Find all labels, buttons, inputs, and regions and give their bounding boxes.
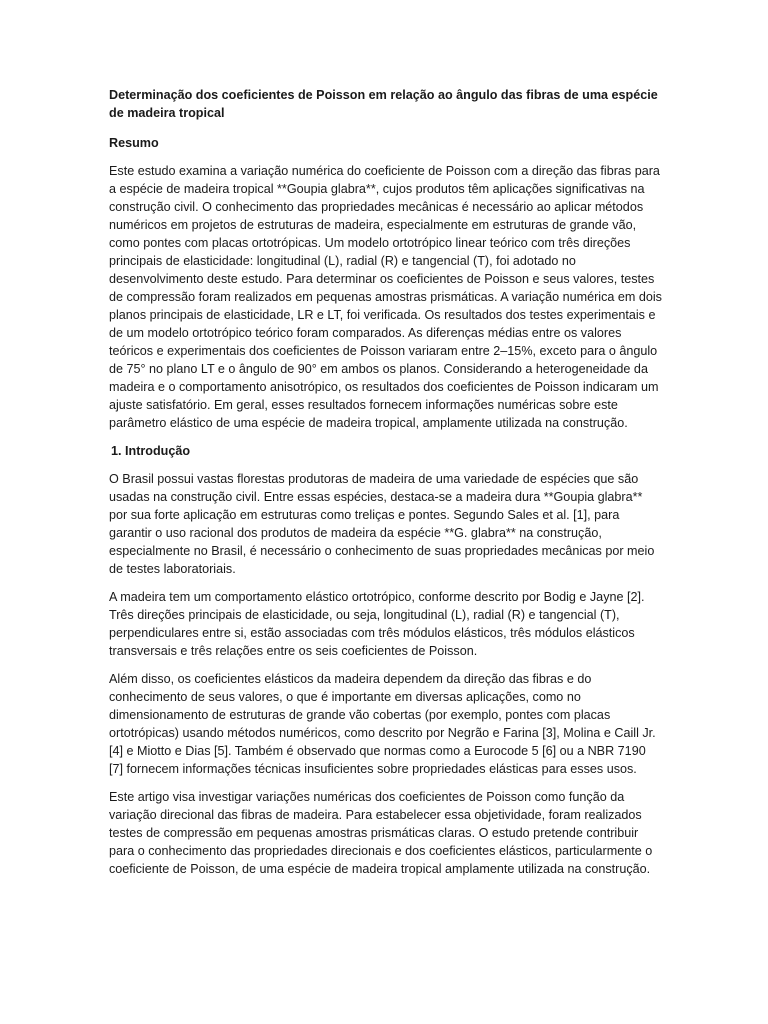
intro-paragraph-2: A madeira tem um comportamento elástico ortotrópico, conforme descrito por Bodig e Jayne [2]. Três direções principais de elasticidade, ou seja, longitudinal (L), radial (R) e tangencial (T), perpendiculares entre si, estão associadas com três módulos elásticos, três módulos elásticos transversais e três relações entre os seis coeficientes de Poisson. xyxy=(109,590,645,658)
intro-paragraph-3: Além disso, os coeficientes elásticos da madeira dependem da direção das fibras e do conhecimento de seus valores, o que é importante em diversas aplicações, como no dimensionamento de estruturas de grande vão cobertas (por exemplo, pontes com placas ortotrópicas) usando métodos numéricos, como descrito por Negrão e Farina [3], Molina e Caill Jr. [4] e Miotto e Dias [5]. Também é observado que normas como a Eurocode 5 [6] ou a NBR 7190 [7] fornecem informações técnicas insuficientes sobre propriedades elásticas para esses usos. xyxy=(109,672,656,776)
abstract-paragraph: Este estudo examina a variação numérica do coeficiente de Poisson com a direção das fibras para a espécie de madeira tropical **Goupia glabra**, cujos produtos têm aplicações significativas na construção civil. O conhecimento das propriedades mecânicas é necessário ao aplicar métodos numéricos em projetos de estruturas de madeira, especialmente em estruturas de grande vão, como pontes com placas ortotrópicas. Um modelo ortotrópico linear teórico com três direções principais de elasticidade: longitudinal (L), radial (R) e tangencial (T), foi adotado no desenvolvimento deste estudo. Para determinar os coeficientes de Poisson e seus valores, testes de compressão foram realizados em pequenas amostras prismáticas. A variação numérica em dois planos principais de elasticidade, LR e LT, foi verificada. Os resultados dos testes experimentais e de um modelo ortotrópico teórico foram comparados. As diferenças médias entre os valores teóricos e experimentais dos coeficientes de Poisson variaram entre 2–15%, exceto para o ângulo de 75° no plano LT e o ângulo de 90° em ambos os planos. Considerando a heterogeneidade da madeira e o comportamento anisotrópico, os resultados dos coeficientes de Poisson indicaram um ajuste satisfatório. Em geral, esses resultados fornecem informações numéricas sobre este parâmetro elástico de uma espécie de madeira tropical, amplamente utilizada na construção. xyxy=(109,164,662,430)
abstract-heading: Resumo xyxy=(109,136,159,150)
intro-paragraph-1: O Brasil possui vastas florestas produtoras de madeira de uma variedade de espécies que são usadas na construção civil. Entre essas espécies, destaca-se a madeira dura **Goupia glabra** por sua forte aplicação em estruturas como treliças e pontes. Segundo Sales et al. [1], para garantir o uso racional dos produtos de madeira da espécie **G. glabra** na construção, especialmente no Brasil, é necessário o conhecimento de suas propriedades mecânicas por meio de testes laboratoriais. xyxy=(109,472,655,576)
introduction-heading: 1. Introdução xyxy=(111,444,191,458)
intro-paragraph-4: Este artigo visa investigar variações numéricas dos coeficientes de Poisson como função da variação direcional das fibras de madeira. Para estabelecer essa objetividade, foram realizados testes de compressão em pequenas amostras prismáticas claras. O estudo pretende contribuir para o conhecimento das propriedades direcionais e dos coeficientes elásticos, particularmente o coeficiente de Poisson, de uma espécie de madeira tropical amplamente utilizada na construção. xyxy=(109,790,653,876)
document-page xyxy=(109,86,662,888)
document-title: Determinação dos coeficientes de Poisson em relação ao ângulo das fibras de uma espécie de madeira tropical xyxy=(109,88,658,120)
